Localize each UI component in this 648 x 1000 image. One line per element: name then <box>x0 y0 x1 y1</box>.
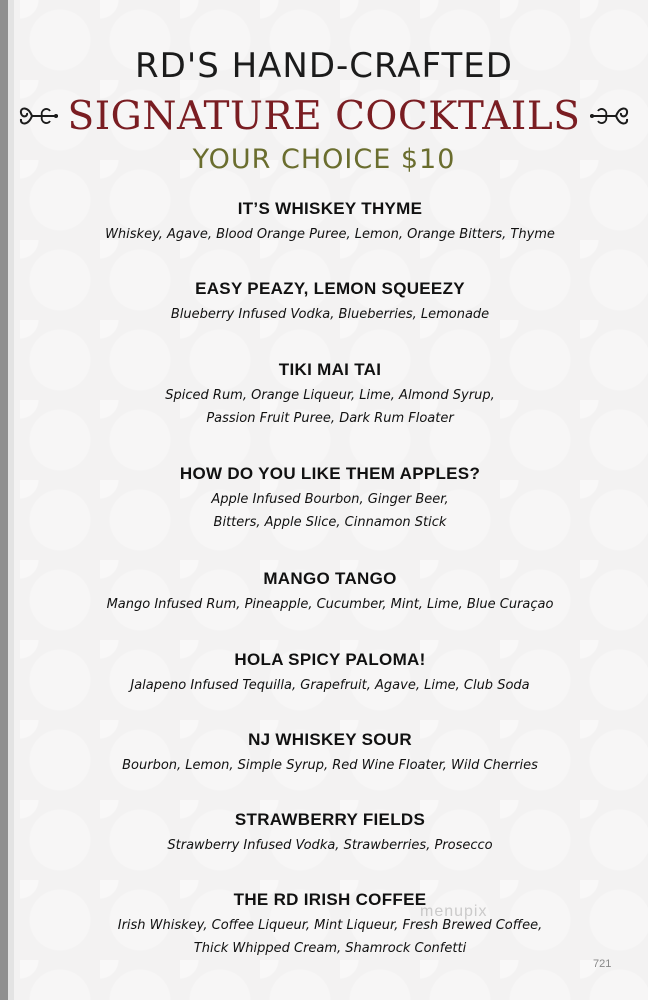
menu-item-description-line: Irish Whiskey, Coffee Liqueur, Mint Liqueur, Fresh Brewed Coffee, <box>117 918 543 933</box>
menu-item-description-line: Bitters, Apple Slice, Cinnamon Stick <box>213 515 447 530</box>
menu-item-description <box>60 384 600 430</box>
menu-item-name: IT’S WHISKEY THYME <box>237 199 423 218</box>
menu-item-description-line: Whiskey, Agave, Blood Orange Puree, Lemon, Orange Bitters, Thyme <box>105 227 555 242</box>
menu-item-description-line: Passion Fruit Puree, Dark Rum Floater <box>206 411 454 426</box>
scroll-flourish-left-icon <box>18 101 60 131</box>
menu-item-description <box>60 834 600 857</box>
menu-item-description-line: Spiced Rum, Orange Liqueur, Lime, Almond Syrup, <box>165 388 495 403</box>
watermark: menupix <box>420 903 488 920</box>
menu-item-description-line: Mango Infused Rum, Pineapple, Cucumber, Mint, Lime, Blue Curaçao <box>106 597 554 612</box>
menu-item-description <box>60 914 600 960</box>
price-note: YOUR CHOICE $10 <box>192 144 456 175</box>
menu-item-name: NJ WHISKEY SOUR <box>248 730 412 749</box>
menu-item-name: EASY PEAZY, LEMON SQUEEZY <box>195 279 465 298</box>
menu-item <box>60 888 600 960</box>
menu-header-subtitle: SIGNATURE COCKTAILS <box>67 93 581 139</box>
menu-item-description <box>60 223 600 246</box>
menu-item-description <box>60 593 600 616</box>
menu-header-signature <box>0 92 648 140</box>
menu-item <box>60 808 600 857</box>
menu-item-description-line: Bourbon, Lemon, Simple Syrup, Red Wine Floater, Wild Cherries <box>122 758 538 773</box>
menu-item-name: TIKI MAI TAI <box>278 360 382 379</box>
menu-item-description-line: Blueberry Infused Vodka, Blueberries, Lemonade <box>170 307 490 322</box>
menu-item-name: STRAWBERRY FIELDS <box>234 810 426 829</box>
menu-item <box>60 197 600 246</box>
menu-item <box>60 567 600 616</box>
menu-item-description <box>60 488 600 534</box>
menu-item <box>60 648 600 697</box>
page-number: 721 <box>593 958 612 970</box>
menu-item-description-line: Jalapeno Infused Tequilla, Grapefruit, Agave, Lime, Club Soda <box>130 678 530 693</box>
menu-item-description-line: Strawberry Infused Vodka, Strawberries, Prosecco <box>167 838 493 853</box>
menu-item-name: HOW DO YOU LIKE THEM APPLES? <box>179 464 481 483</box>
menu-item-name: THE RD IRISH COFFEE <box>233 890 427 909</box>
menu-item <box>60 728 600 777</box>
menu-item-description <box>60 674 600 697</box>
menu-item-name: MANGO TANGO <box>263 569 397 588</box>
menu-item <box>60 462 600 534</box>
menu-item <box>60 277 600 326</box>
menu-item <box>60 358 600 430</box>
scroll-flourish-right-icon <box>588 101 630 131</box>
menu-item-description-line: Apple Infused Bourbon, Ginger Beer, <box>211 492 449 507</box>
menu-item-description-line: Thick Whipped Cream, Shamrock Confetti <box>193 941 467 956</box>
menu-item-description <box>60 303 600 326</box>
menu-header-title: RD'S HAND-CRAFTED <box>135 46 513 86</box>
menu-item-description <box>60 754 600 777</box>
menu-item-name: HOLA SPICY PALOMA! <box>234 650 426 669</box>
